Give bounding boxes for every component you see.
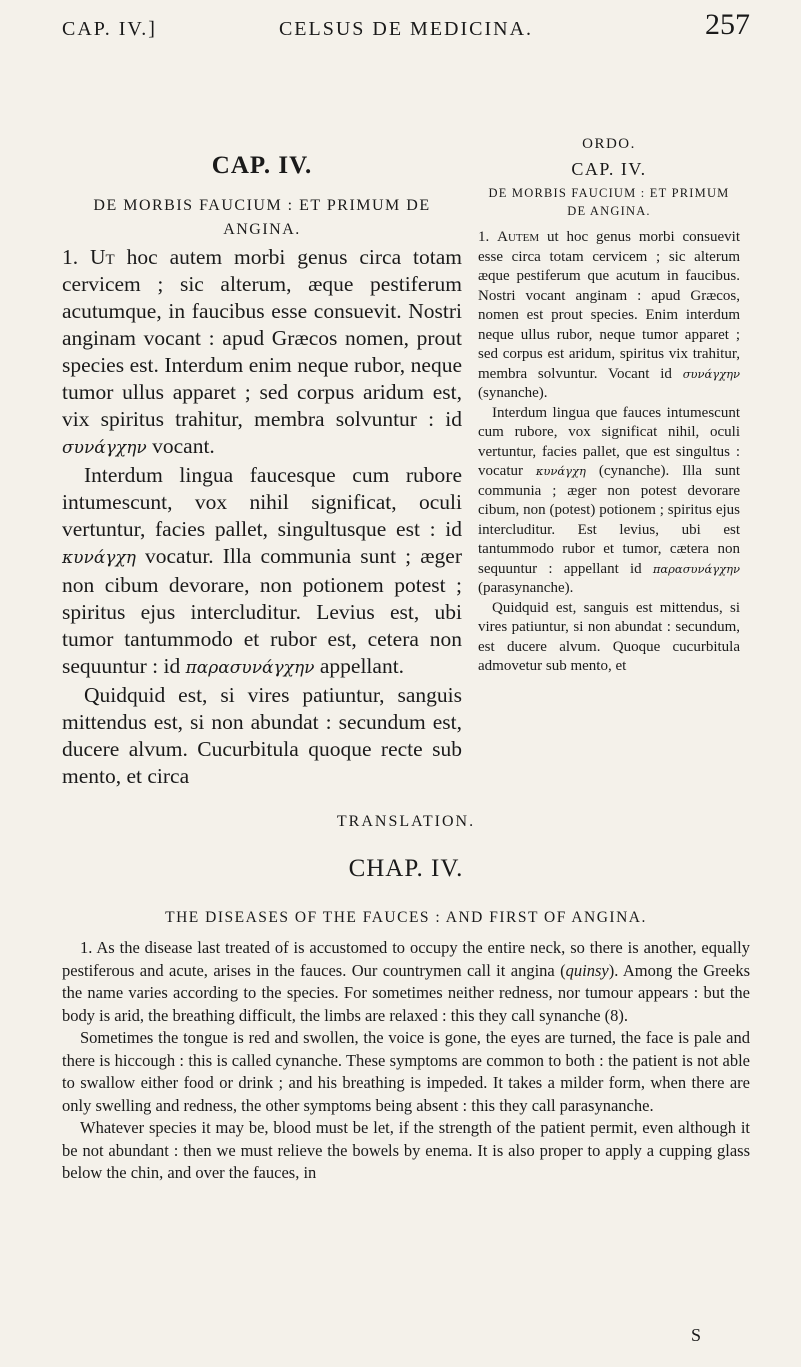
greek-term-cynanche: κυνάγχη bbox=[62, 548, 136, 568]
greek-term-parasynanche: παρασυνάγχην bbox=[185, 658, 315, 678]
translation-label: TRANSLATION. bbox=[336, 813, 476, 830]
ordo-paragraph-2: Interdum lingua que fauces intumescunt cum rubore, vox significat nihil, oculi vertuntur, facies pallet, que est singultus : vocatur κυνάγχη (cynanche). Illa sunt communia ; æger non potest devorare cibum, non (potest) potionem ; spiritus ejus intercluditur. Est levius, ubi est tantummodo rubor et tumor, cætera non sequuntur : appellant id παρασυνάγχην (parasynanche). bbox=[478, 404, 741, 596]
greek-term-synanche: συνάγχην bbox=[682, 366, 741, 381]
greek-term-parasynanche: παρασυνάγχην bbox=[652, 561, 741, 576]
ordo-paragraph-1: 1. Autem ut hoc genus morbi consuevit esse circa totam cervicem ; sic alterum æque pestiferum que acutum in faucibus. Nostri vocant anginam : apud Græcos, nomen est prout species. Enim interdum neque ullus rubor, neque tumor apparet ; sed corpus est aridum, spiritus vix trahitur, membra solvuntur. Vocant id συνάγχην (synanche). bbox=[478, 229, 741, 401]
ordo-chapter-subtitle: DE MORBIS FAUCIUM : ET PRIMUM DE ANGINA. bbox=[488, 186, 730, 218]
greek-term-synanche: συνάγχην bbox=[62, 438, 147, 458]
latin-paragraph-number: 1. bbox=[62, 245, 79, 269]
ordo-body bbox=[478, 228, 740, 677]
latin-paragraph-1: 1. Ut hoc autem morbi genus circa totam cervicem ; sic alterum, æque pestiferum acutumque, in faucibus esse consuevit. Nostri anginam vocant : apud Græcos nomen, prout species est. Interdum enim neque rubor, neque tumor ullus apparet ; sed corpus aridum est, vix spiritus trahitur, membra solvuntur : id συνάγχην vocant. bbox=[62, 245, 462, 458]
ordo-paragraph-3: Quidquid est, sanguis est mittendus, si vires patiuntur, si non abundat : secundum, est ducere alvum. Quoque cucurbitula admovetur sub mento, et bbox=[478, 599, 740, 674]
ordo-chapter-heading: CAP. IV. bbox=[571, 159, 647, 179]
latin-chapter-subtitle: DE MORBIS FAUCIUM : ET PRIMUM DE ANGINA. bbox=[93, 197, 431, 238]
latin-body bbox=[62, 244, 462, 790]
translation-body bbox=[62, 937, 750, 1185]
running-header-title: CELSUS DE MEDICINA. bbox=[278, 18, 534, 40]
running-header-chapter: CAP. IV.] bbox=[62, 18, 157, 40]
greek-term-cynanche: κυνάγχη bbox=[535, 464, 586, 478]
translation-chapter-subtitle: THE DISEASES OF THE FAUCES : AND FIRST OF ANGINA. bbox=[165, 909, 647, 926]
latin-paragraph-3: Quidquid est, si vires patiuntur, sanguis mittendus est, si non abundat : secundum est, ducere alvum. Cucurbitula quoque recte sub mento, et circa bbox=[62, 683, 462, 788]
latin-dropword: Ut bbox=[90, 245, 115, 269]
translation-italic-quinsy: quinsy bbox=[565, 960, 609, 980]
latin-column bbox=[62, 152, 462, 790]
translation-chapter-heading: CHAP. IV. bbox=[348, 855, 464, 882]
ordo-column bbox=[478, 136, 740, 677]
running-header bbox=[62, 8, 750, 46]
translation-paragraph-3: Whatever species it may be, blood must be let, if the strength of the patient permit, even although it be not abundant : then we must relieve the bowels by enema. It is also proper to apply a cupping glass below the chin, and over the fauces, in bbox=[62, 1118, 750, 1182]
latin-chapter-heading: CAP. IV. bbox=[211, 152, 313, 179]
latin-paragraph-2: Interdum lingua faucesque cum rubore intumescunt, vox nihil significat, oculi vertuntur, facies pallet, singultusque est : id κυνάγχη vocatur. Illa communia sunt ; æger non cibum devorare, non potionem potest ; spiritus ejus intercluditur. Levius est, ubi tumor tantummodo et rubor est, cetera non sequuntur : id παρασυνάγχην appellant. bbox=[62, 463, 462, 678]
page-number: 257 bbox=[705, 8, 750, 41]
ordo-dropword: Autem bbox=[497, 229, 540, 245]
translation-paragraph-2: Sometimes the tongue is red and swollen, the voice is gone, the eyes are turned, the face is pale and there is hiccough : this is called cynanche. These symptoms are common to both : the patient is not able to swallow either food or drink ; and his breathing is impeded. It takes a milder form, when there are only swelling and redness, the other symptoms being absent : this they call parasynanche. bbox=[62, 1028, 750, 1115]
signature-mark: S bbox=[691, 1325, 702, 1345]
translation-section bbox=[62, 813, 750, 1185]
ordo-label: ORDO. bbox=[582, 136, 636, 152]
translation-paragraph-1: 1. As the disease last treated of is accustomed to occupy the entire neck, so there is another, equally pestiferous and acute, arises in the fauces. Our countrymen call it angina (quinsy). Among the Greeks the name varies according to the species. For sometimes neither redness, nor tumour appears : but the body is arid, the breathing difficult, the limbs are relaxed : this they call synanche (8). bbox=[62, 938, 750, 1025]
